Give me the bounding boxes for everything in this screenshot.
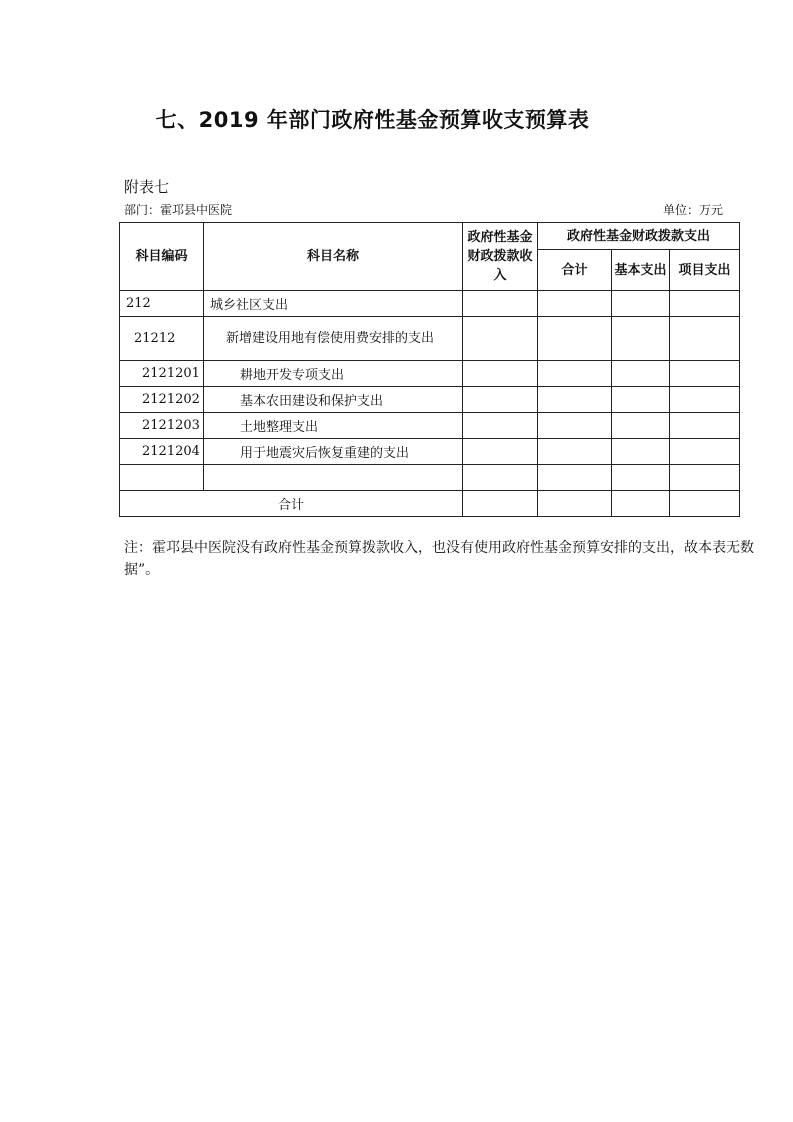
table-row xyxy=(120,413,740,439)
cell-empty xyxy=(538,439,612,465)
cell-empty xyxy=(612,291,670,317)
row-code: 212 xyxy=(120,291,204,317)
cell-empty xyxy=(670,413,740,439)
row-code: 2121203 xyxy=(120,413,204,439)
cell-empty xyxy=(612,387,670,413)
total-label: 合计 xyxy=(120,491,463,517)
header-basic: 基本支出 xyxy=(612,250,670,291)
table-row xyxy=(120,317,740,361)
header-total: 合计 xyxy=(538,250,612,291)
cell-empty xyxy=(538,291,612,317)
cell-empty xyxy=(670,361,740,387)
row-code: 2121202 xyxy=(120,387,204,413)
header-expense-group: 政府性基金财政拨款支出 xyxy=(538,223,740,250)
cell-empty xyxy=(670,439,740,465)
table-row xyxy=(120,439,740,465)
cell-empty xyxy=(463,317,538,361)
cell-empty xyxy=(120,465,204,491)
header-name: 科目名称 xyxy=(204,223,463,291)
row-name: 新增建设用地有偿使用费安排的支出 xyxy=(204,317,463,361)
cell-empty xyxy=(612,439,670,465)
cell-empty xyxy=(538,387,612,413)
total-row xyxy=(120,491,740,517)
row-name: 城乡社区支出 xyxy=(204,291,463,317)
cell-empty xyxy=(463,465,538,491)
cell-empty xyxy=(538,491,612,517)
cell-empty xyxy=(670,317,740,361)
unit-label: 单位：万元 xyxy=(663,203,724,217)
table-row xyxy=(120,387,740,413)
row-name: 基本农田建设和保护支出 xyxy=(204,387,463,413)
cell-empty xyxy=(538,317,612,361)
cell-empty xyxy=(538,465,612,491)
cell-empty xyxy=(463,491,538,517)
cell-empty xyxy=(204,465,463,491)
header-income: 政府性基金财政拨款收入 xyxy=(463,223,538,291)
cell-empty xyxy=(463,361,538,387)
cell-empty xyxy=(612,413,670,439)
cell-empty xyxy=(612,465,670,491)
cell-empty xyxy=(463,387,538,413)
cell-empty xyxy=(670,387,740,413)
cell-empty xyxy=(612,491,670,517)
cell-empty xyxy=(538,361,612,387)
row-name: 耕地开发专项支出 xyxy=(204,361,463,387)
table-row xyxy=(120,361,740,387)
cell-empty xyxy=(463,291,538,317)
header-code: 科目编码 xyxy=(120,223,204,291)
cell-empty xyxy=(463,413,538,439)
footnote: 注：霍邛县中医院没有政府性基金预算拨款收入，也没有使用政府性基金预算安排的支出，故本表无数据”。 xyxy=(124,540,754,578)
row-name: 土地整理支出 xyxy=(204,413,463,439)
table-row xyxy=(120,291,740,317)
row-code: 2121201 xyxy=(120,361,204,387)
budget-table xyxy=(119,222,740,517)
row-code: 2121204 xyxy=(120,439,204,465)
cell-empty xyxy=(612,361,670,387)
page-title: 七、2019 年部门政府性基金预算收支预算表 xyxy=(155,108,590,132)
row-code: 21212 xyxy=(120,317,204,361)
cell-empty xyxy=(463,439,538,465)
cell-empty xyxy=(670,465,740,491)
table-row-empty xyxy=(120,465,740,491)
cell-empty xyxy=(612,317,670,361)
cell-empty xyxy=(538,413,612,439)
cell-empty xyxy=(670,491,740,517)
department-label: 部门：霍邛县中医院 xyxy=(124,203,233,217)
row-name: 用于地震灾后恢复重建的支出 xyxy=(204,439,463,465)
header-project: 项目支出 xyxy=(670,250,740,291)
header-row-1 xyxy=(120,223,740,250)
cell-empty xyxy=(670,291,740,317)
attachment-label: 附表七 xyxy=(124,178,170,196)
